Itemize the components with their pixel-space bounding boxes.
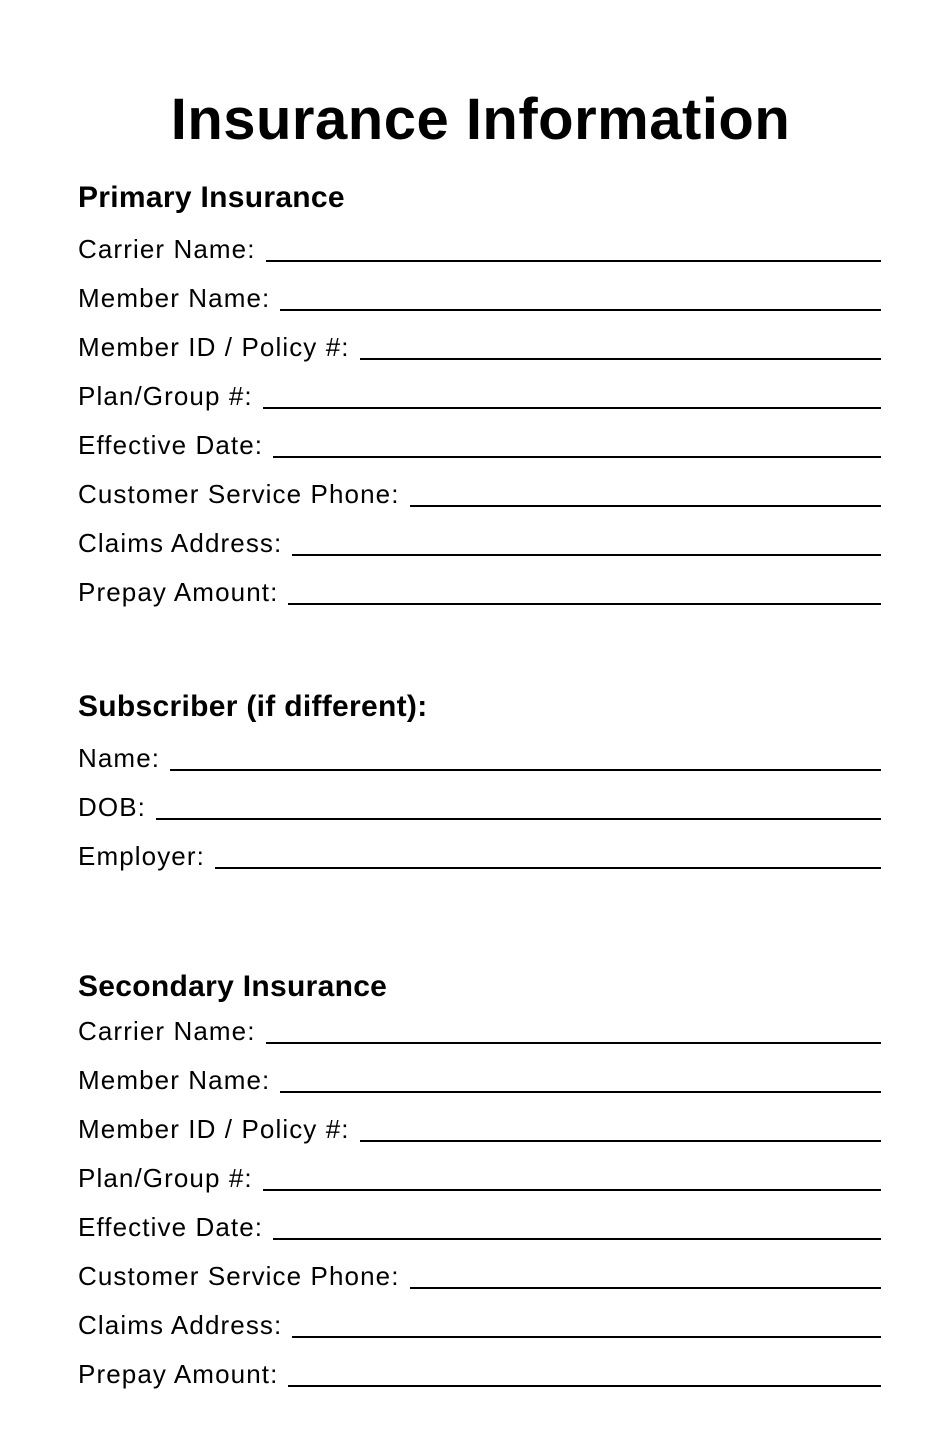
field-label: Effective Date:	[78, 1212, 264, 1242]
fill-in-blank-line[interactable]	[280, 309, 881, 311]
form-field-row	[78, 1291, 881, 1340]
form-field-row	[78, 460, 881, 509]
field-label: Customer Service Phone:	[78, 479, 400, 509]
field-label: Carrier Name:	[78, 234, 256, 264]
form-field-row	[78, 1095, 881, 1144]
section-heading: Subscriber (if different):	[78, 690, 428, 723]
fill-in-blank-line[interactable]	[170, 769, 881, 771]
form-field-row	[78, 773, 881, 822]
field-label: Claims Address:	[78, 1310, 283, 1340]
fill-in-blank-line[interactable]	[292, 1336, 881, 1338]
fill-in-blank-line[interactable]	[266, 1042, 881, 1044]
fill-in-blank-line[interactable]	[280, 1091, 881, 1093]
fill-in-blank-line[interactable]	[273, 456, 881, 458]
fill-in-blank-line[interactable]	[360, 358, 881, 360]
form-field-row	[78, 724, 881, 773]
fill-in-blank-line[interactable]	[288, 603, 881, 605]
form-field-row	[78, 1046, 881, 1095]
field-label: Member Name:	[78, 1065, 271, 1095]
fill-in-blank-line[interactable]	[410, 505, 881, 507]
fill-in-blank-line[interactable]	[156, 818, 881, 820]
fill-in-blank-line[interactable]	[215, 867, 881, 869]
page-title: Insurance Information	[170, 87, 791, 152]
fill-in-blank-line[interactable]	[263, 407, 881, 409]
field-label: DOB:	[78, 792, 146, 822]
section-heading: Primary Insurance	[78, 181, 345, 214]
field-label: Employer:	[78, 841, 205, 871]
field-label: Name:	[78, 743, 161, 773]
section-heading: Secondary Insurance	[78, 970, 388, 1003]
fill-in-blank-line[interactable]	[263, 1189, 881, 1191]
form-field-row	[78, 1340, 881, 1389]
field-label: Member ID / Policy #:	[78, 332, 350, 362]
fill-in-blank-line[interactable]	[288, 1385, 881, 1387]
primary-insurance-section	[78, 178, 881, 607]
field-label: Member ID / Policy #:	[78, 1114, 350, 1144]
fill-in-blank-line[interactable]	[292, 554, 881, 556]
form-field-row	[78, 1193, 881, 1242]
field-label: Prepay Amount:	[78, 577, 279, 607]
form-field-row	[78, 1144, 881, 1193]
field-label: Member Name:	[78, 283, 271, 313]
form-field-row	[78, 362, 881, 411]
form-field-row	[78, 411, 881, 460]
secondary-insurance-section	[78, 967, 881, 1389]
form-field-row	[78, 215, 881, 264]
form-field-row	[78, 558, 881, 607]
form-field-row	[78, 264, 881, 313]
field-label: Claims Address:	[78, 528, 283, 558]
form-field-row	[78, 822, 881, 871]
subscriber-section	[78, 687, 881, 871]
fill-in-blank-line[interactable]	[266, 260, 881, 262]
fill-in-blank-line[interactable]	[360, 1140, 881, 1142]
form-field-row	[78, 313, 881, 362]
field-label: Prepay Amount:	[78, 1359, 279, 1389]
fill-in-blank-line[interactable]	[273, 1238, 881, 1240]
field-label: Plan/Group #:	[78, 381, 253, 411]
field-label: Carrier Name:	[78, 1016, 256, 1046]
field-label: Effective Date:	[78, 430, 264, 460]
field-label: Customer Service Phone:	[78, 1261, 400, 1291]
fill-in-blank-line[interactable]	[410, 1287, 881, 1289]
form-field-row	[78, 509, 881, 558]
field-label: Plan/Group #:	[78, 1163, 253, 1193]
form-field-row	[78, 1242, 881, 1291]
